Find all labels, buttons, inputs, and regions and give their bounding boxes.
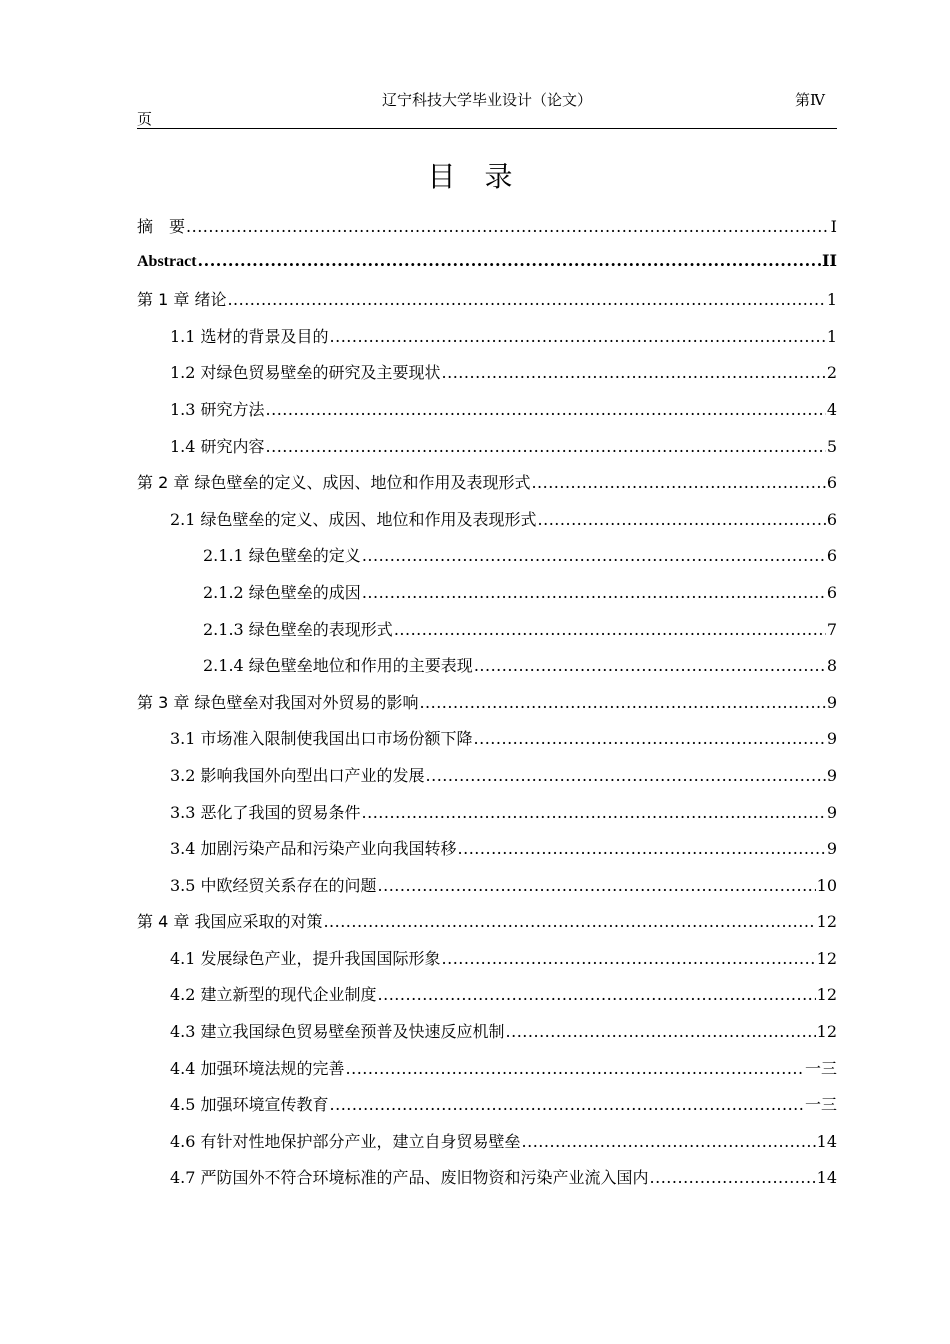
toc-entry-page: 14 bbox=[816, 1168, 837, 1188]
toc-entry-page: 9 bbox=[826, 729, 837, 749]
toc-leader-dots bbox=[198, 251, 821, 270]
toc-entry-label: Abstract bbox=[137, 252, 197, 270]
toc-entry-page: 14 bbox=[816, 1131, 837, 1151]
toc-leader-dots bbox=[362, 803, 826, 822]
header-title: 辽宁科技大学毕业设计（论文） bbox=[381, 91, 592, 109]
toc-entry[interactable] bbox=[137, 1019, 837, 1056]
toc-entry-page: 9 bbox=[826, 839, 837, 859]
toc-entry[interactable] bbox=[137, 324, 837, 361]
toc-entry-label: 1.2 对绿色贸易壁垒的研究及主要现状 bbox=[170, 363, 441, 383]
toc-leader-dots bbox=[186, 217, 830, 236]
toc-entry-label: 2.1.4 绿色壁垒地位和作用的主要表现 bbox=[203, 656, 473, 676]
toc-entry-label: 4.7 严防国外不符合环境标准的产品、废旧物资和污染产业流入国内 bbox=[170, 1168, 649, 1188]
toc-entry-label: 2.1.1 绿色壁垒的定义 bbox=[203, 546, 361, 566]
toc-entry[interactable] bbox=[137, 726, 837, 763]
toc-entry[interactable] bbox=[137, 214, 837, 251]
toc-entry-label: 3.4 加剧污染产品和污染产业向我国转移 bbox=[170, 839, 457, 859]
toc-entry-label: 4.3 建立我国绿色贸易壁垒预普及快速反应机制 bbox=[170, 1022, 505, 1042]
header-page-label: 第Ⅳ bbox=[795, 91, 825, 109]
toc-leader-dots bbox=[330, 1095, 804, 1114]
toc-entry-page: 6 bbox=[826, 509, 837, 529]
toc-leader-dots bbox=[442, 363, 826, 382]
toc-leader-dots bbox=[266, 400, 826, 419]
toc-entry[interactable] bbox=[137, 617, 837, 654]
toc-entry[interactable] bbox=[137, 397, 837, 434]
toc-leader-dots bbox=[378, 985, 816, 1004]
toc-entry[interactable] bbox=[137, 580, 837, 617]
toc-entry-label: 2.1.3 绿色壁垒的表现形式 bbox=[203, 619, 393, 639]
toc-entry[interactable] bbox=[137, 434, 837, 471]
toc-leader-dots bbox=[323, 912, 815, 931]
toc-entry-label: 第 1 章 绪论 bbox=[137, 290, 227, 310]
toc-entry-label: 3.2 影响我国外向型出口产业的发展 bbox=[170, 765, 425, 785]
toc-entry[interactable] bbox=[137, 873, 837, 910]
toc-entry[interactable] bbox=[137, 1165, 837, 1202]
toc-entry-page: 6 bbox=[826, 473, 837, 493]
toc-entry-label: 1.3 研究方法 bbox=[170, 399, 265, 419]
toc-leader-dots bbox=[522, 1132, 816, 1151]
toc-entry-page: 6 bbox=[826, 582, 837, 602]
toc-leader-dots bbox=[362, 583, 826, 602]
toc-entry-page: 9 bbox=[826, 765, 837, 785]
toc-entry-label: 3.5 中欧经贸关系存在的问题 bbox=[170, 875, 377, 895]
toc-entry[interactable] bbox=[137, 1092, 837, 1129]
toc-entry[interactable] bbox=[137, 763, 837, 800]
toc-entry[interactable] bbox=[137, 653, 837, 690]
toc-leader-dots bbox=[419, 693, 825, 712]
toc-entry-label: 4.4 加强环境法规的完善 bbox=[170, 1058, 345, 1078]
toc-leader-dots bbox=[506, 1022, 816, 1041]
toc-entry-label: 3.3 恶化了我国的贸易条件 bbox=[170, 802, 361, 822]
toc-entry[interactable] bbox=[137, 800, 837, 837]
toc-entry-label: 2.1.2 绿色壁垒的成因 bbox=[203, 582, 361, 602]
toc-entry[interactable] bbox=[137, 909, 837, 946]
toc-entry-label: 1.1 选材的背景及目的 bbox=[170, 326, 329, 346]
toc-entry-label: 第 3 章 绿色壁垒对我国对外贸易的影响 bbox=[137, 692, 419, 712]
toc-entry-page: 8 bbox=[826, 656, 837, 676]
toc-entry-label: 摘 要 bbox=[137, 217, 186, 236]
toc-entry-label: 4.1 发展绿色产业，提升我国国际形象 bbox=[170, 948, 441, 968]
toc-title: 目 录 bbox=[427, 160, 523, 193]
toc-entry-page: 10 bbox=[816, 875, 837, 895]
toc-entry-label: 4.6 有针对性地保护部分产业，建立自身贸易壁垒 bbox=[170, 1131, 521, 1151]
toc-entry-page: 12 bbox=[816, 985, 837, 1005]
header-page-label-suffix: 页 bbox=[137, 110, 153, 128]
toc-leader-dots bbox=[474, 656, 826, 675]
toc-entry-page: 4 bbox=[826, 399, 837, 419]
toc-leader-dots bbox=[266, 437, 826, 456]
toc-leader-dots bbox=[442, 949, 816, 968]
toc-entry-page: 一三 bbox=[804, 1095, 837, 1115]
toc-entry-page: 1 bbox=[826, 326, 837, 346]
toc-leader-dots bbox=[362, 546, 826, 565]
toc-leader-dots bbox=[426, 766, 826, 785]
toc-entry-page: 2 bbox=[826, 363, 837, 383]
toc-entry-page: 9 bbox=[826, 692, 837, 712]
toc-entry-label: 第 2 章 绿色壁垒的定义、成因、地位和作用及表现形式 bbox=[137, 473, 531, 493]
toc-leader-dots bbox=[378, 876, 816, 895]
toc-entry[interactable] bbox=[137, 1056, 837, 1093]
toc-leader-dots bbox=[227, 290, 825, 309]
page-header bbox=[137, 86, 837, 129]
toc-entry[interactable] bbox=[137, 470, 837, 507]
table-of-contents bbox=[137, 214, 837, 1202]
toc-leader-dots bbox=[538, 510, 826, 529]
toc-entry-label: 第 4 章 我国应采取的对策 bbox=[137, 912, 323, 932]
toc-leader-dots bbox=[650, 1168, 816, 1187]
toc-entry-page: 12 bbox=[816, 1022, 837, 1042]
toc-entry[interactable] bbox=[137, 836, 837, 873]
toc-entry-page: 1 bbox=[826, 290, 837, 310]
toc-entry-label: 2.1 绿色壁垒的定义、成因、地位和作用及表现形式 bbox=[170, 509, 537, 529]
toc-entry-page: 9 bbox=[826, 802, 837, 822]
toc-entry-page: 12 bbox=[816, 912, 837, 932]
toc-entry[interactable] bbox=[137, 507, 837, 544]
toc-entry-page: II bbox=[822, 250, 837, 270]
toc-entry-label: 4.5 加强环境宣传教育 bbox=[170, 1095, 329, 1115]
toc-entry-label: 3.1 市场准入限制使我国出口市场份额下降 bbox=[170, 729, 473, 749]
toc-entry[interactable] bbox=[137, 287, 837, 324]
toc-entry-page: 5 bbox=[826, 436, 837, 456]
toc-entry[interactable] bbox=[137, 1129, 837, 1166]
toc-leader-dots bbox=[531, 473, 825, 492]
toc-entry[interactable] bbox=[137, 690, 837, 727]
toc-entry[interactable] bbox=[137, 251, 837, 288]
toc-entry-page: I bbox=[830, 217, 837, 236]
toc-leader-dots bbox=[346, 1059, 804, 1078]
toc-leader-dots bbox=[330, 327, 826, 346]
toc-entry-label: 1.4 研究内容 bbox=[170, 436, 265, 456]
toc-leader-dots bbox=[474, 729, 826, 748]
toc-entry[interactable] bbox=[137, 982, 837, 1019]
toc-entry[interactable] bbox=[137, 543, 837, 580]
toc-entry[interactable] bbox=[137, 946, 837, 983]
toc-leader-dots bbox=[458, 839, 826, 858]
toc-entry-page: 7 bbox=[826, 619, 837, 639]
toc-entry-page: 6 bbox=[826, 546, 837, 566]
toc-entry-label: 4.2 建立新型的现代企业制度 bbox=[170, 985, 377, 1005]
toc-entry-page: 12 bbox=[816, 948, 837, 968]
toc-leader-dots bbox=[394, 620, 826, 639]
toc-entry[interactable] bbox=[137, 360, 837, 397]
toc-entry-page: 一三 bbox=[804, 1058, 837, 1078]
